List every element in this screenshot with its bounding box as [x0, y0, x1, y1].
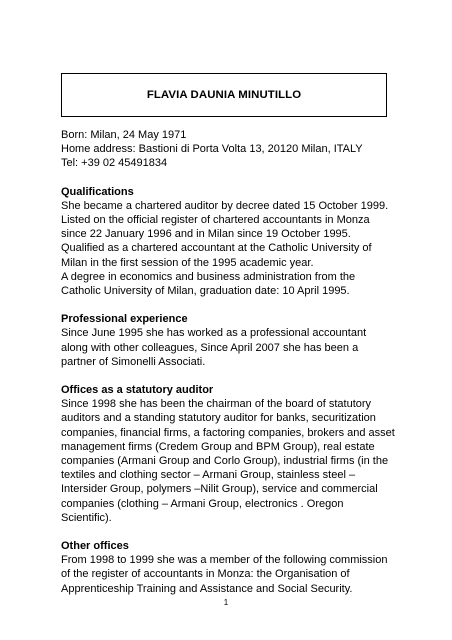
home-address: Home address: Bastioni di Porta Volta 13, 20120 Milan, ITALY	[61, 143, 363, 156]
statutory-auditor-line: companies, financial firms, a factoring companies, brokers and asset	[61, 426, 395, 439]
statutory-auditor-line: Since 1998 she has been the chairman of the board of statutory	[61, 398, 372, 411]
statutory-auditor-line: companies (clothing – Armani Group, electronics . Oregon	[61, 497, 344, 510]
qualifications-line: She became a chartered auditor by decree dated 15 October 1999.	[61, 199, 389, 212]
professional-experience-line: partner of Simonelli Associati.	[61, 355, 206, 368]
qualifications-line: A degree in economics and business administration from the	[61, 270, 356, 283]
telephone: Tel: +39 02 45491834	[61, 157, 168, 170]
qualifications-line: Catholic University of Milan, graduation date: 10 April 1995.	[61, 285, 350, 298]
statutory-auditor-line: companies (Armani Group and Corlo Group), industrial firms (in the	[61, 455, 389, 468]
document-title: FLAVIA DAUNIA MINUTILLO	[146, 89, 302, 101]
statutory-auditor-line: management firms (Credem Group and BPM Group), real estate	[61, 440, 375, 453]
professional-experience-line: Since June 1995 she has worked as a professional accountant	[61, 327, 367, 340]
professional-experience-section	[61, 312, 401, 369]
qualifications-section	[61, 185, 401, 299]
qualifications-line: Qualified as a chartered accountant at the Catholic University of	[61, 242, 372, 255]
statutory-auditor-section	[61, 383, 401, 525]
qualifications-heading: Qualifications	[61, 185, 134, 198]
other-offices-section	[61, 539, 401, 596]
qualifications-line: since 22 January 1996 and in Milan since 19 October 1995.	[61, 228, 351, 241]
statutory-auditor-line: Intersider Group, polymers –Nilit Group), service and commercial	[61, 483, 378, 496]
other-offices-line: From 1998 to 1999 she was a member of the following commission	[61, 554, 388, 567]
professional-experience-line: along with other colleagues, Since April 2007 she has been a	[61, 341, 359, 354]
professional-experience-heading: Professional experience	[61, 313, 188, 326]
page-number: 1	[223, 598, 229, 607]
document-body	[61, 128, 401, 596]
qualifications-line: Milan in the first session of the 1995 academic year.	[61, 256, 314, 269]
statutory-auditor-line: textiles and clothing sector – Armani Group, stainless steel –	[61, 469, 356, 482]
personal-details	[61, 128, 401, 171]
birth-info: Born: Milan, 24 May 1971	[61, 129, 187, 141]
statutory-auditor-line: auditors and a standing statutory auditor for banks, securitization	[61, 412, 376, 425]
other-offices-heading: Other offices	[61, 540, 129, 553]
other-offices-line: of the register of accountants in Monza: the Organisation of	[61, 568, 350, 581]
title-box	[61, 73, 387, 117]
qualifications-line: Listed on the official register of chartered accountants in Monza	[61, 214, 370, 227]
statutory-auditor-line: Scientific).	[61, 511, 112, 524]
other-offices-line: Apprenticeship Training and Assistance and Social Security.	[61, 582, 353, 595]
statutory-auditor-heading: Offices as a statutory auditor	[61, 384, 214, 397]
